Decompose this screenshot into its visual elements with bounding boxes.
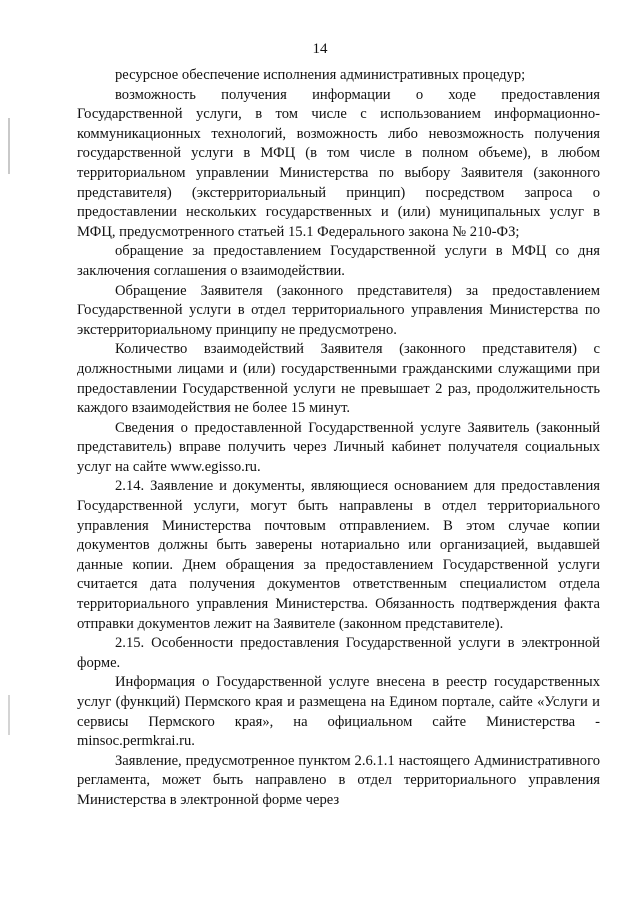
document-body — [77, 66, 600, 811]
paragraph: Заявление, предусмотренное пунктом 2.6.1.1 настоящего Административного регламента, может быть направлено в отдел территориального управления Министерства в электронной форме через — [77, 752, 600, 808]
paragraph: Сведения о предоставленной Государственной услуге Заявитель (законный представитель) вправе получить через Личный кабинет получателя социальных услуг на сайте www.egisso.ru. — [77, 419, 600, 475]
scan-edge-mark — [8, 118, 10, 174]
page-number: 14 — [312, 41, 328, 57]
paragraph: обращение за предоставлением Государственной услуги в МФЦ со дня заключения соглашения о взаимодействии. — [77, 243, 600, 279]
paragraph: 2.15. Особенности предоставления Государственной услуги в электронной форме. — [77, 635, 600, 671]
paragraph: ресурсное обеспечение исполнения административных процедур; — [115, 67, 526, 83]
paragraph: Количество взаимодействий Заявителя (законного представителя) с должностными лицами и (или) государственными гражданскими служащими при предоставлении Государственной услуги не превышает 2 раз, продолжительность каждого взаимодействия не более 15 минут. — [77, 341, 600, 417]
paragraph: Обращение Заявителя (законного представителя) за предоставлением Государственной услуги в отдел территориального управления Министерства по экстерриториальному принципу не предусмотрено. — [77, 282, 600, 338]
paragraph: возможность получения информации о ходе предоставления Государственной услуги, в том числе с использованием информационно-коммуникационных технологий, возможность либо невозможность получения государственной услуги в МФЦ (в том числе в полном объеме), в любом территориальном управлении Министерства по выбору Заявителя (законного представителя) (экстерриториальный принцип) посредством запроса о предоставлении нескольких государственных и (или) муниципальных услуг в МФЦ, предусмотренного статьей 15.1 Федерального закона № 210-ФЗ; — [77, 86, 600, 240]
paragraph: Информация о Государственной услуге внесена в реестр государственных услуг (функций) Пермского края и размещена на Едином портале, сайте «Услуги и сервисы Пермского края», на официальном сайте Министерства - minsoc.permkrai.ru. — [77, 674, 600, 750]
scan-edge-mark — [8, 695, 10, 735]
paragraph: 2.14. Заявление и документы, являющиеся основанием для предоставления Государственной услуги, могут быть направлены в отдел территориального управления Министерства почтовым отправлением. В этом случае копии документов должны быть заверены нотариально или организацией, выдавшей данные копии. Днем обращения за предоставлением Государственной услуги считается дата получения документов ответственным специалистом отдела территориального управления Министерства. Обязанность подтверждения факта отправки документов лежит на Заявителе (законном представителе). — [77, 478, 600, 632]
